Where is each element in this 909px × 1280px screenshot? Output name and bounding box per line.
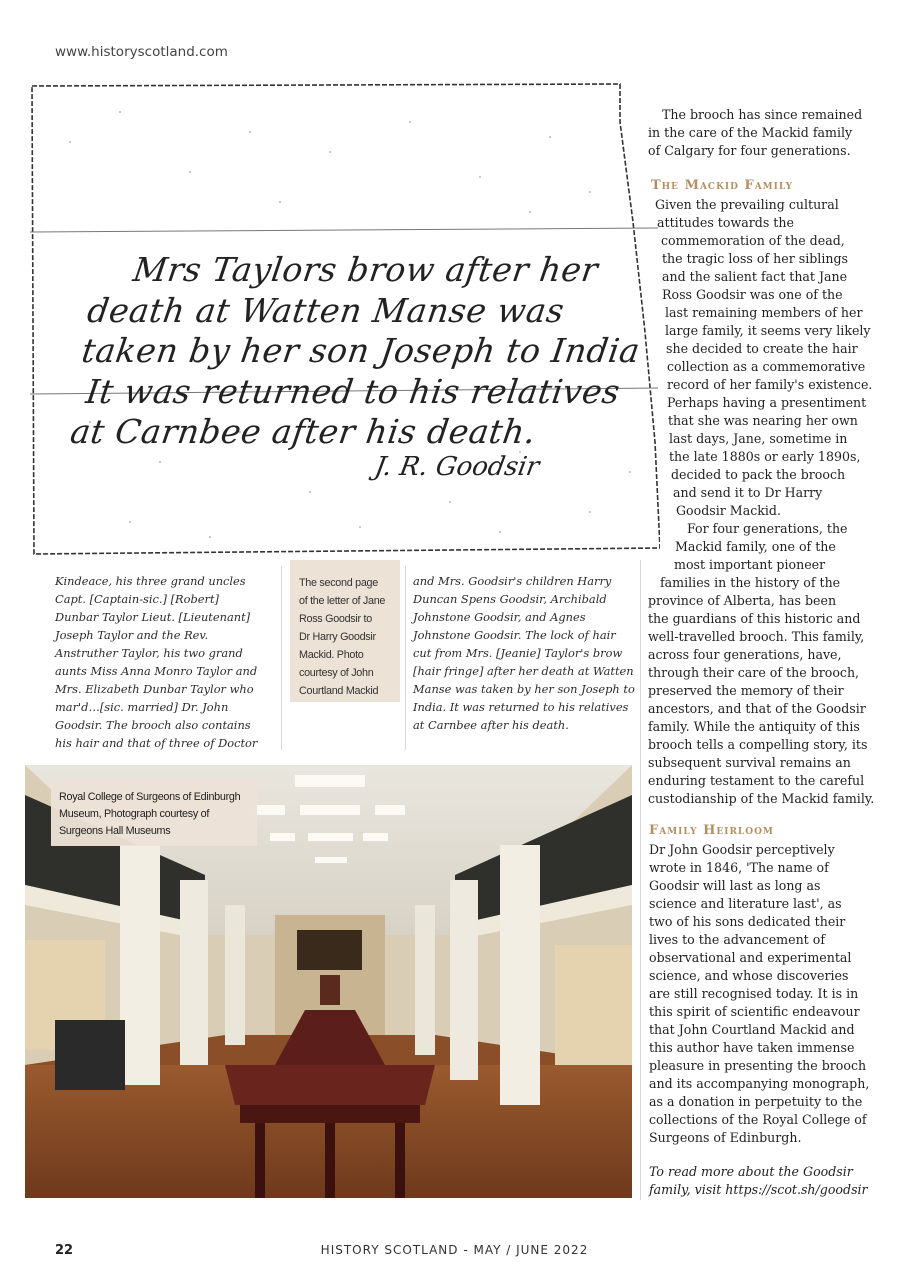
text-line: family, visit https://scot.sh/goodsir [649,1182,868,1197]
text-line: Joseph Taylor and the Rev. [55,628,209,642]
handwritten-signature: J. R. Goodsir [372,452,542,482]
column-divider [281,566,282,750]
text-line: India. It was returned to his relatives [413,700,629,714]
text-line: through their care of the brooch, [648,665,860,680]
magazine-footer: HISTORY SCOTLAND - MAY / JUNE 2022 [320,1243,589,1257]
text-line: two of his sons dedicated their [649,914,846,929]
website-url: www.historyscotland.com [55,44,228,60]
text-line: collections of the Royal College of [649,1112,867,1127]
caption-line: Courtland Mackid [299,685,379,697]
handwritten-line: taken by her son Joseph to India [79,331,643,370]
handwritten-text [68,250,656,453]
text-line: well-travelled brooch. This family, [648,629,865,644]
letter-caption [290,560,400,702]
text-line: Mackid family, one of the [675,539,836,554]
page-number: 22 [55,1243,74,1258]
text-line: [hair fringe] after her death at Watten [413,664,634,678]
text-line: and its accompanying monograph, [649,1076,870,1091]
text-line: and send it to Dr Harry [673,485,823,500]
section-mackid-family [648,196,874,808]
text-line: and Mrs. Goodsir's children Harry [413,574,612,588]
column-divider [640,560,641,1200]
text-line: at Carnbee after his death. [413,718,569,732]
text-line: the tragic loss of her siblings [662,251,848,266]
transcription-column-1 [55,572,273,752]
text-line: commemoration of the dead, [661,233,845,248]
caption-line: Mackid. Photo [299,649,364,661]
text-line: that she was nearing her own [668,413,858,428]
text-line: this spirit of scientific endeavour [649,1004,860,1019]
caption-line: Dr Harry Goodsir [299,631,376,643]
text-line: mar'd…[sic. married] Dr. John [55,700,229,714]
text-line: For four generations, the [687,521,848,536]
text-line: Goodsir Mackid. [676,503,781,518]
text-line: that John Courtland Mackid and [649,1022,855,1037]
column-divider [405,566,406,750]
text-line: Goodsir will last as long as [649,878,821,893]
section-heading-family-heirloom: Family Heirloom [649,823,774,838]
text-line: collection as a commemorative [667,359,866,374]
text-line: science, and whose discoveries [649,968,849,983]
text-line: Anstruther Taylor, his two grand [55,646,243,660]
text-line: families in the history of the [660,575,841,590]
text-line: the late 1880s or early 1890s, [669,449,861,464]
text-line: wrote in 1846, 'The name of [649,860,829,875]
text-line: she decided to create the hair [666,341,858,356]
text-line: Mrs. Elizabeth Dunbar Taylor who [55,682,254,696]
text-line: cut from Mrs. [Jeanie] Taylor's brow [413,646,623,660]
text-line: Johnstone Goodsir. The lock of hair [413,628,616,642]
text-line: brooch tells a compelling story, its [648,737,868,752]
text-line: and the salient fact that Jane [662,269,848,284]
text-line: family. While the antiquity of this [648,719,860,734]
caption-line: Surgeons Hall Museums [59,825,171,837]
caption-line: of the letter of Jane [299,595,386,607]
read-more-note [649,1163,879,1199]
text-line: enduring testament to the careful [648,773,865,788]
text-line: Goodsir. The brooch also contains [55,718,251,732]
text-line: attitudes towards the [657,215,794,230]
handwritten-line: Mrs Taylors brow after her [130,250,601,289]
caption-line: courtesy of John [299,667,374,679]
text-line: in the care of the Mackid family [648,125,853,140]
text-line: Surgeons of Edinburgh. [649,1130,802,1145]
text-line: Johnstone Goodsir, and Agnes [413,610,586,624]
text-line: decided to pack the brooch [671,467,846,482]
transcription-column-2 [413,572,635,734]
text-line: observational and experimental [649,950,852,965]
text-line: most important pioneer [674,557,826,572]
text-line: Ross Goodsir was one of the [662,287,843,302]
text-line: province of Alberta, has been [648,593,837,608]
handwritten-line: It was returned to his relatives [83,371,623,411]
text-line: as a donation in perpetuity to the [649,1094,863,1109]
text-line: record of her family's existence. [667,377,873,392]
text-line: of Calgary for four generations. [648,143,851,158]
text-line: lives to the advancement of [649,932,825,947]
text-line: Given the prevailing cultural [655,197,839,212]
text-line: preserved the memory of their [648,683,844,698]
text-line: across four generations, have, [648,647,842,662]
museum-caption [51,780,257,846]
text-line: last remaining members of her [665,305,863,320]
text-line: the guardians of this historic and [648,611,861,626]
text-line: Capt. [Captain-sic.] [Robert] [55,592,219,606]
text-line: are still recognised today. It is in [649,986,859,1001]
text-line: Perhaps having a presentiment [667,395,867,410]
text-line: To read more about the Goodsir [649,1164,853,1179]
letter-image [30,82,660,558]
caption-line: Ross Goodsir to [299,613,372,625]
text-line: custodianship of the Mackid family. [648,791,875,806]
text-line: Manse was taken by her son Joseph to [413,682,635,696]
text-line: Dr John Goodsir perceptively [649,842,835,857]
text-line: his hair and that of three of Doctor [55,736,258,750]
text-line: large family, it seems very likely [665,323,871,338]
section-family-heirloom [649,841,869,1147]
caption-line: The second page [299,577,378,589]
text-line: pleasure in presenting the brooch [649,1058,867,1073]
text-line: Duncan Spens Goodsir, Archibald [413,592,607,606]
text-line: subsequent survival remains an [648,755,851,770]
text-line: science and literature last', as [649,896,842,911]
text-line: ancestors, and that of the Goodsir [648,701,866,716]
section-heading-mackid-family: The Mackid Family [651,178,794,193]
intro-paragraph [648,106,862,160]
text-line: Dunbar Taylor Lieut. [Lieutenant] [55,610,251,624]
text-line: aunts Miss Anna Monro Taylor and [55,664,258,678]
caption-line: Museum, Photograph courtesy of [59,808,210,820]
handwritten-line: at Carnbee after his death. [67,412,539,451]
caption-line: Royal College of Surgeons of Edinburgh [59,791,241,803]
handwritten-line: death at Watten Manse was [85,290,567,330]
text-line: Kindeace, his three grand uncles [55,574,246,588]
text-line: The brooch has since remained [662,107,863,122]
text-line: this author have taken immense [649,1040,855,1055]
text-line: last days, Jane, sometime in [669,431,848,446]
